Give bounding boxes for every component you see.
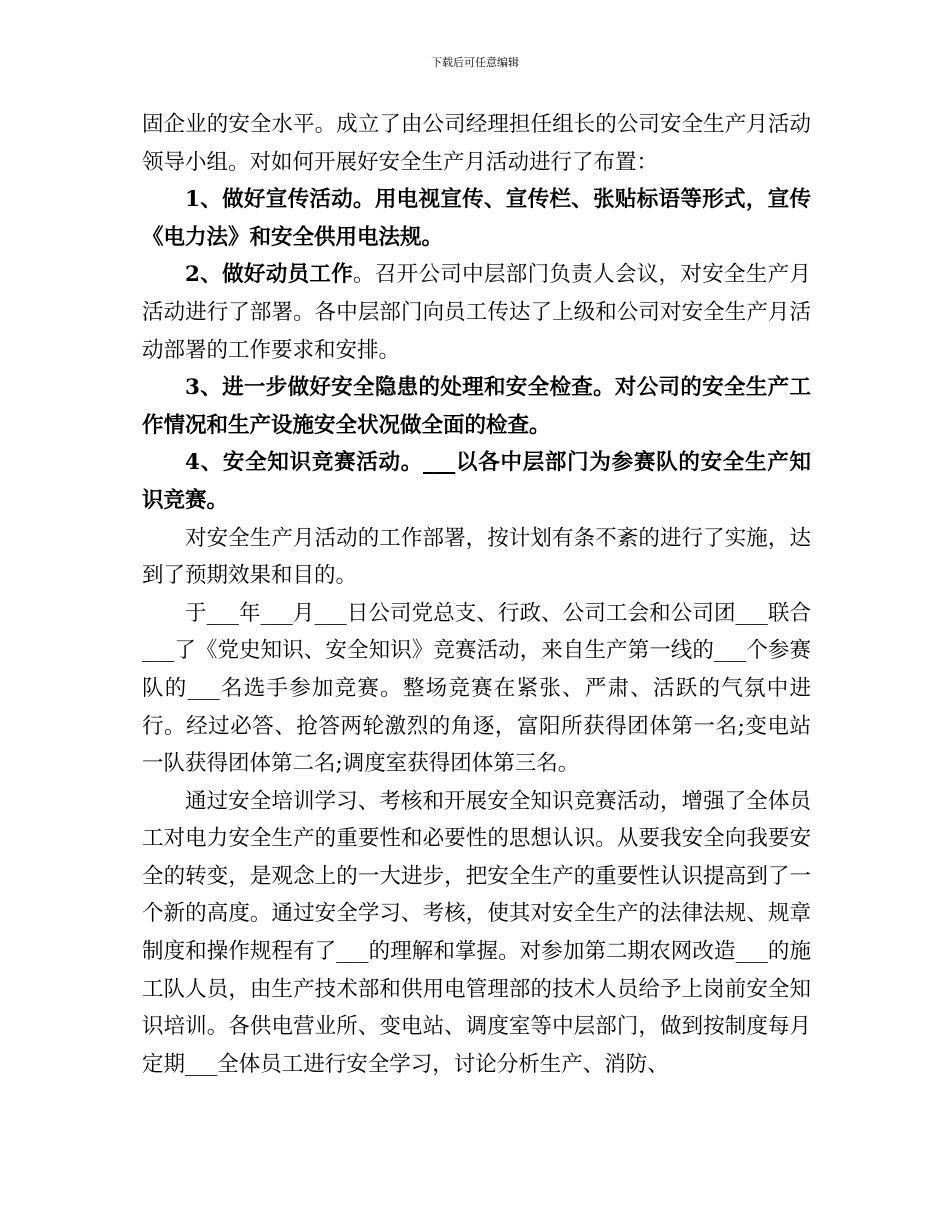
page-header: 下载后可任意编辑 <box>431 56 519 69</box>
paragraph-3-bold-lead: 2、做好动员工作 <box>185 262 354 288</box>
paragraph-4: 3、进一步做好安全隐患的处理和安全检查。对公司的安全生产工作情况和生产设施安全状况做全面的检查。 <box>142 375 811 438</box>
paragraph-8: 通过安全培训学习、考核和开展安全知识竞赛活动，增强了全体员工对电力安全生产的重要性和必要性的思想认识。从要我安全向我要安全的转变，是观念上的一大进步，把安全生产的重要性认识提高到了一个新的高度。通过安全学习、考核，使其对安全生产的法律法规、规章制度和操作规程有了___的理解和掌握。对参加第二期农网改造___的施工队人员，由生产技术部和供用电管理部的技术人员给予上岗前安全知识培训。各供电营业所、变电站、调度室等中层部门，做到按制度每月定期___全体员工进行安全学习，讨论分析生产、消防、 <box>142 788 811 1077</box>
document-body <box>142 106 811 1083</box>
paragraph-3-rest: 。召开公司中层部门负责人会议，对安全生产月活动进行了部署。各中层部门向员工传达了上级和公司对安全生产月活动部署的工作要求和安排。 <box>142 262 811 363</box>
paragraph-3 <box>142 256 811 369</box>
paragraph-6: 对安全生产月活动的工作部署，按计划有条不紊的进行了实施，达到了预期效果和目的。 <box>142 525 811 589</box>
paragraph-5: 4、安全知识竞赛活动。___以各中层部门为参赛队的安全生产知识竞赛。 <box>142 450 811 513</box>
paragraph-2: 1、做好宣传活动。用电视宣传、宣传栏、张贴标语等形式，宣传《电力法》和安全供用电法规。 <box>142 187 811 250</box>
paragraph-1: 固企业的安全水平。成立了由公司经理担任组长的公司安全生产月活动领导小组。对如何开展好安全生产月活动进行了布置： <box>142 112 811 175</box>
paragraph-7: 于___年___月___日公司党总支、行政、公司工会和公司团___联合___了《党史知识、安全知识》竞赛活动，来自生产第一线的___个参赛队的___名选手参加竞赛。整场竞赛在紧张、严肃、活跃的气氛中进行。经过必答、抢答两轮激烈的角逐，富阳所获得团体第一名;变电站一队获得团体第二名;调度室获得团体第三名。 <box>142 600 811 777</box>
